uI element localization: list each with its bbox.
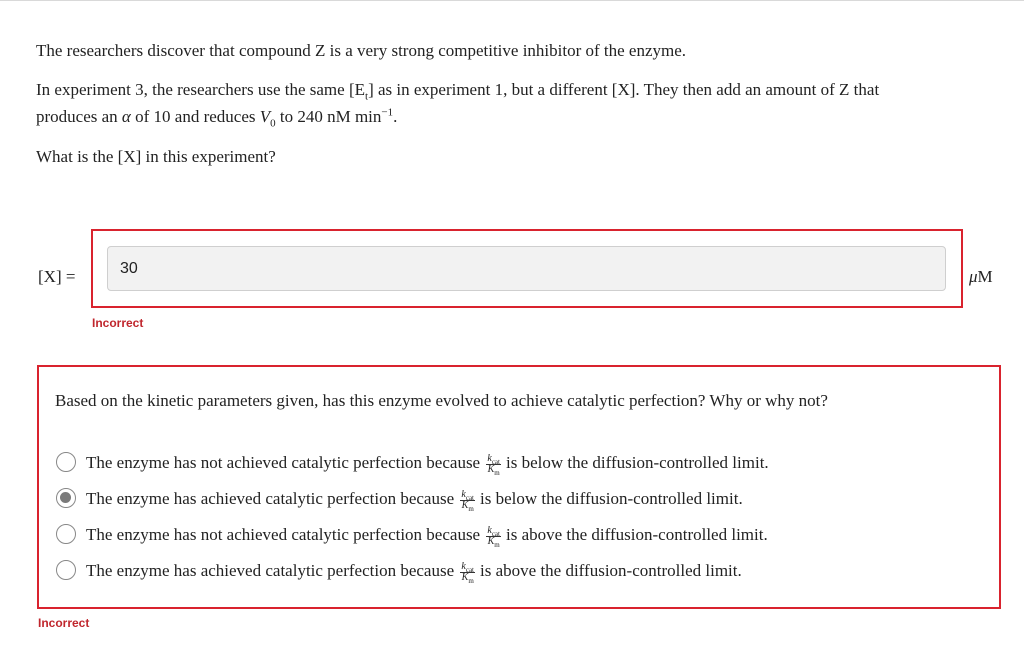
experiment-line-2: produces an α of 10 and reduces $V_0$ to 240 nM $\min^{-1}$. <box>36 106 398 130</box>
experiment-line-1: In experiment 3, the researchers use the same $[E_t]$ as in experiment 1, but a different [X]. They then add an amount of Z that <box>36 80 880 103</box>
radio-button[interactable] <box>56 524 76 544</box>
kcat-km-fraction: $\frac{k_{cat}}{K_m}$ <box>487 524 500 549</box>
radio-button[interactable] <box>56 560 76 580</box>
kcat-km-fraction: $\frac{k_{cat}}{K_m}$ <box>487 452 500 477</box>
answer-feedback: Incorrect <box>92 316 144 330</box>
intro-text: The researchers discover that compound Z is a very strong competitive inhibitor of the enzyme. <box>36 41 687 60</box>
option-label: The enzyme has not achieved catalytic perfection because $\frac{k_{cat}}{K_m}$ is below the diffusion-controlled limit. <box>86 452 769 477</box>
answer-unit: μM <box>969 267 993 286</box>
top-divider <box>0 0 1024 1</box>
option-label: The enzyme has achieved catalytic perfection because $\frac{k_{cat}}{K_m}$ is above the diffusion-controlled limit. <box>86 560 742 585</box>
option-label: The enzyme has achieved catalytic perfection because $\frac{k_{cat}}{K_m}$ is below the diffusion-controlled limit. <box>86 488 743 513</box>
answer-input[interactable]: 30 <box>107 246 946 291</box>
kcat-km-fraction: $\frac{k_{cat}}{K_m}$ <box>461 560 475 585</box>
kcat-km-fraction: $\frac{k_{cat}}{K_m}$ <box>461 488 475 513</box>
question-2-feedback: Incorrect <box>38 616 90 630</box>
radio-button[interactable] <box>56 452 76 472</box>
option-label: The enzyme has not achieved catalytic perfection because $\frac{k_{cat}}{K_m}$ is above the diffusion-controlled limit. <box>86 524 768 549</box>
answer-label: [X] = <box>38 267 76 286</box>
question-2-text: Based on the kinetic parameters given, has this enzyme evolved to achieve catalytic perfection? Why or why not? <box>55 391 828 410</box>
radio-button[interactable] <box>56 488 76 508</box>
question-1-text: What is the [X] in this experiment? <box>36 147 276 166</box>
